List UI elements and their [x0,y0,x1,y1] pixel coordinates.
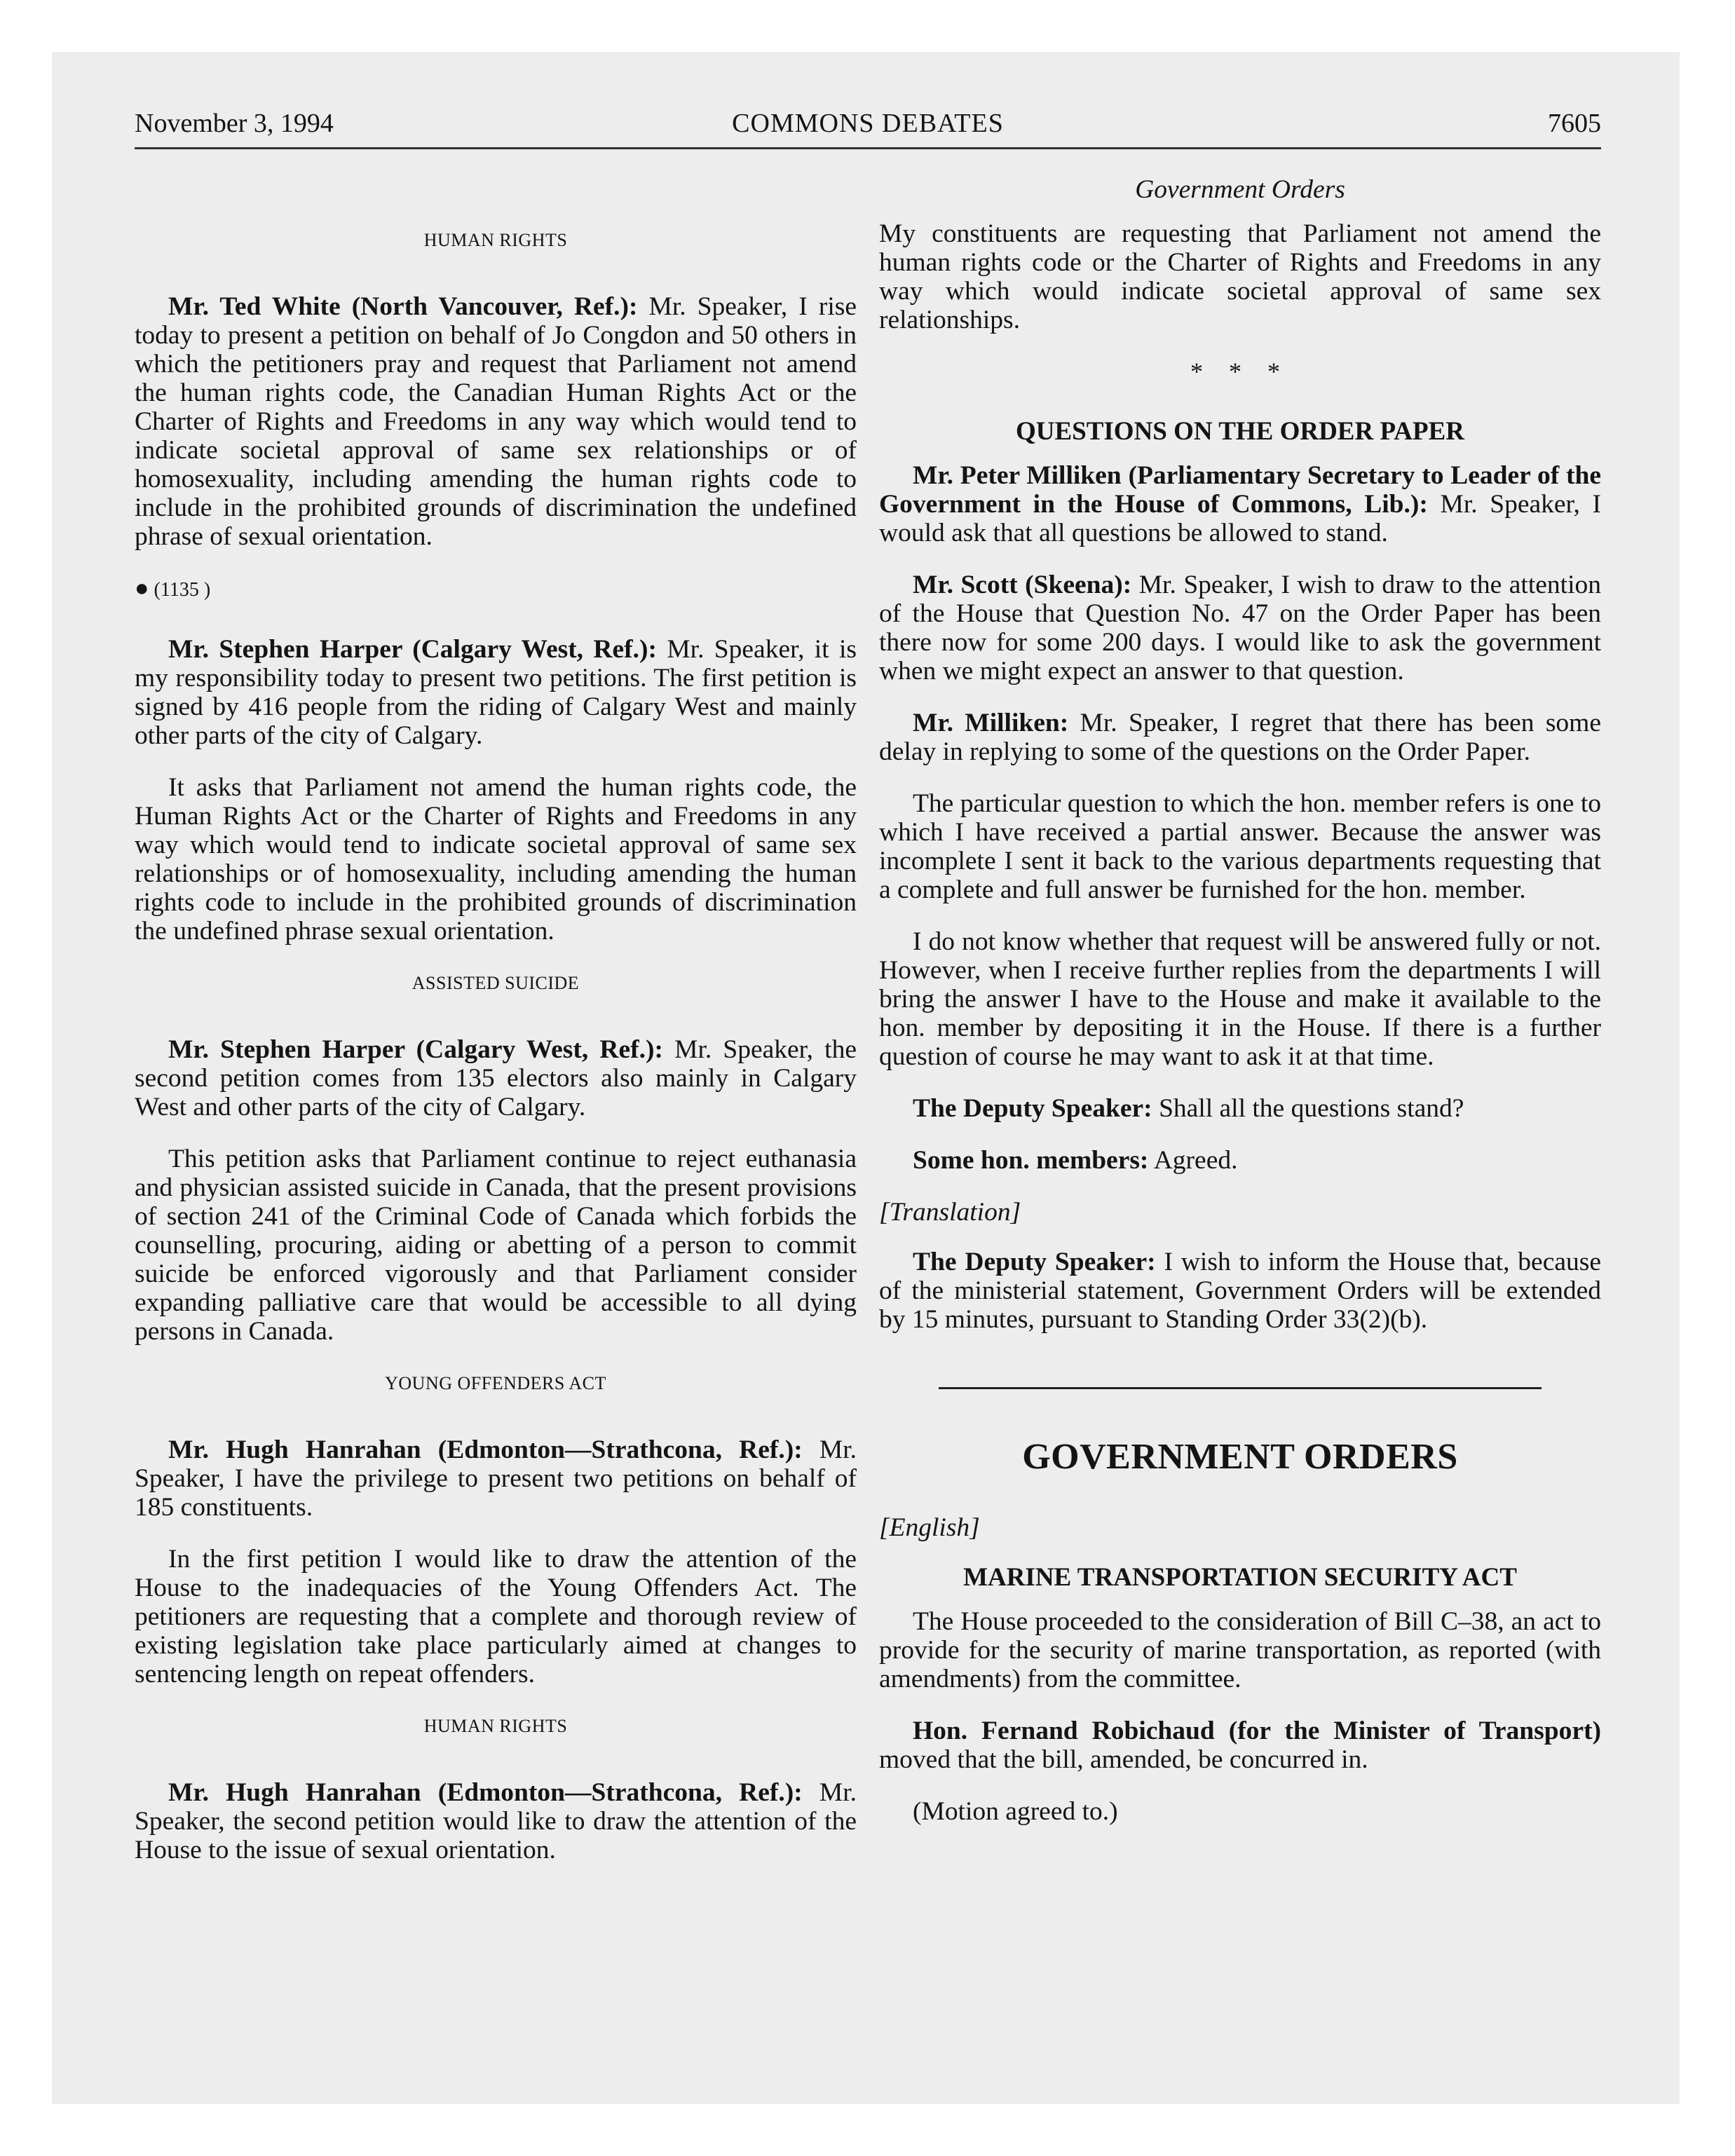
speaker-name: The Deputy Speaker: [913,1094,1152,1123]
speech-text: Mr. Speaker, the second petition comes from 135 electors also mainly in Calgary West and other parts of the city of Calgary. [135,1035,857,1121]
paragraph [135,1435,857,1522]
speech-text: Mr. Speaker, I wish to draw to the attention of the House that Question No. 47 on the Order Paper has been there now for some 200 days. I would like to ask the government when we might expect an answer to that question. [879,571,1601,685]
bullet-icon: ● [135,575,149,601]
speaker-name: Mr. Hugh Hanrahan (Edmonton—Strathcona, Ref.): [168,1435,803,1464]
speaker-name: The Deputy Speaker: [913,1248,1156,1276]
timestamp-text: (1135 ) [154,579,211,601]
speaker-name: Mr. Stephen Harper (Calgary West, Ref.): [168,1035,663,1064]
translation-note: [Translation] [879,1198,1021,1227]
subheading-human-rights-2: HUMAN RIGHTS [423,1716,568,1736]
left-column [135,226,857,1888]
paragraph [879,571,1601,685]
section-divider [939,1387,1542,1389]
speaker-name: Mr. Peter Milliken (Parliamentary Secretary to Leader of the Government in the House of Commons, Lib.): [879,461,1601,519]
speaker-name: Some hon. members: [913,1146,1149,1175]
timestamp [135,574,857,604]
section-separator: * * * [1190,357,1290,386]
speaker-name: Mr. Ted White (North Vancouver, Ref.): [168,292,638,321]
speaker-name: Mr. Stephen Harper (Calgary West, Ref.): [168,635,657,664]
paragraph [135,635,857,750]
speaker-name: Mr. Scott (Skeena): [913,571,1132,599]
speech-text: Agreed. [1148,1146,1238,1175]
paragraph: My constituents are requesting that Parliament not amend the human rights code or the Charter of Rights and Freedoms in any way which would indicate societal approval of same sex relationships. [879,219,1601,334]
subheading-human-rights: HUMAN RIGHTS [423,230,568,250]
heading-government-orders: GOVERNMENT ORDERS [1022,1437,1458,1477]
paragraph: The particular question to which the hon. member refers is one to which I have received a partial answer. Because the answer was incomplete I sent it back to the various departments requesting that a complete and full answer be furnished for the hon. member. [879,789,1601,904]
subheading-assisted-suicide: ASSISTED SUICIDE [411,973,580,993]
paragraph: I do not know whether that request will be answered fully or not. However, when I receive further replies from the departments I will bring the answer I have to the House and make it available to the hon. member by depositing it in the House. If there is a further question of course he may want to ask it at that time. [879,927,1601,1071]
speaker-name: Hon. Fernand Robichaud (for the Minister of Transport) [913,1717,1601,1745]
header-publication: COMMONS DEBATES [732,109,1004,138]
paragraph [135,1778,857,1864]
header-date: November 3, 1994 [135,109,334,138]
paragraph: In the first petition I would like to draw the attention of the House to the inadequacies of the Young Offenders Act. The petitioners are requesting that a complete and thorough review of existing legislation take place particularly aimed at changes to sentencing length on repeat offenders. [135,1545,857,1688]
speaker-name: Mr. Hugh Hanrahan (Edmonton—Strathcona, Ref.): [168,1778,803,1807]
speech-text: moved that the bill, amended, be concurred in. [879,1745,1368,1774]
speech-text: Mr. Speaker, I regret that there has been some delay in replying to some of the questions on the Order Paper. [879,709,1601,766]
speech-text: I wish to inform the House that, because of the ministerial statement, Government Orders will be extended by 15 minutes, pursuant to Standing Order 33(2)(b). [879,1248,1601,1334]
heading-questions-order-paper: QUESTIONS ON THE ORDER PAPER [1015,417,1465,446]
paragraph [879,1248,1601,1334]
paragraph [879,461,1601,547]
paragraph [879,1717,1601,1774]
speech-text: Mr. Speaker, I have the privilege to present two petitions on behalf of 185 constituents. [135,1435,857,1522]
speaker-name: Mr. Milliken: [913,709,1069,737]
speech-text: Mr. Speaker, I would ask that all questions be allowed to stand. [879,490,1601,547]
speech-text: Mr. Speaker, the second petition would like to draw the attention of the House to the issue of sexual orientation. [135,1778,857,1864]
speech-text: Mr. Speaker, I rise today to present a petition on behalf of Jo Congdon and 50 others in which the petitioners pray and request that Parliament not amend the human rights code, the Canadian Human Rights Act or the Charter of Rights and Freedoms in any way which would tend to indicate societal approval of same sex relationships or of homosexuality, including amending the human rights code to include in the prohibited grounds of discrimination the undefined phrase of sexual orientation. [135,292,857,551]
right-column [879,175,1601,1849]
paragraph: It asks that Parliament not amend the human rights code, the Human Rights Act or the Charter of Rights and Freedoms in any way which would tend to indicate societal approval of same sex relationships or of homosexuality, including amending the human rights code to include in the prohibited grounds of discrimination the undefined phrase sexual orientation. [135,773,857,946]
language-note: [English] [879,1513,980,1542]
subheading-young-offenders: YOUNG OFFENDERS ACT [385,1373,606,1393]
header-page-number: 7605 [1548,109,1601,138]
paragraph [879,1146,1601,1175]
paragraph [879,709,1601,766]
paragraph [879,1094,1601,1123]
heading-marine-transportation: MARINE TRANSPORTATION SECURITY ACT [963,1563,1517,1592]
speech-text: Mr. Speaker, it is my responsibility today to present two petitions. The first petition is signed by 416 people from the riding of Calgary West and mainly other parts of the city of Calgary. [135,635,857,750]
paragraph: This petition asks that Parliament continue to reject euthanasia and physician assisted suicide in Canada, that the present provisions of section 241 of the Criminal Code of Canada which forbids the counselling, procuring, aiding or abetting of a person to commit suicide be enforced vigorously and that Parliament consider expanding palliative care that would be accessible to all dying persons in Canada. [135,1145,857,1346]
paragraph: (Motion agreed to.) [913,1797,1118,1826]
running-head: Government Orders [1135,175,1345,204]
paragraph: The House proceeded to the consideration of Bill C–38, an act to provide for the security of marine transportation, as reported (with amendments) from the committee. [879,1607,1601,1693]
paragraph [135,1035,857,1121]
speech-text: Shall all the questions stand? [1152,1094,1464,1123]
page-header [135,105,1601,149]
paragraph [135,292,857,551]
